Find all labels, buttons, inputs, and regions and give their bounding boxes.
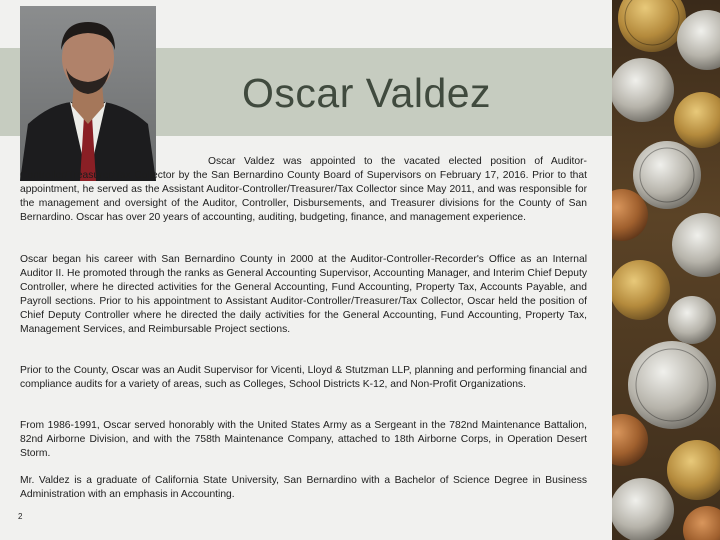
bio-paragraph-appointment: Oscar Valdez was appointed to the vacated elected position of Auditor-Controller/Treasurer/Tax Collector by the San Bernardino County Board of Supervisors on February 17, 2016. Prior to that appointment, he served as the Assistant Auditor-Controller/Treasurer/Tax Collector since May 2011, and was responsible for the management and oversight of the Auditor, Controller, Disbursements, and Treasurer divisions for the County of San Bernardino. Oscar has over 20 years of accounting, auditing, budgeting, finance, and management experience. bbox=[20, 156, 587, 223]
bio-paragraph-education: Mr. Valdez is a graduate of California State University, San Bernardino with a Bachelor of Science Degree in Business Administration with an emphasis in Accounting. bbox=[20, 475, 587, 500]
page-title: Oscar Valdez bbox=[242, 70, 492, 116]
coins-decorative-image bbox=[612, 0, 720, 540]
bio-paragraph-military: From 1986-1991, Oscar served honorably with the United States Army as a Sergeant in the 782nd Maintenance Battalion, 82nd Airborne Division, and with the 758th Maintenance Company, attached to 18th Airborne Corps, in Operation Desert Storm. bbox=[20, 420, 587, 459]
bio-paragraph-prior: Prior to the County, Oscar was an Audit Supervisor for Vicenti, Lloyd & Stutzman LLP, planning and performing financial and compliance audits for a variety of areas, such as Colleges, School Districts K-12, and Non-Profit Organizations. bbox=[20, 365, 587, 390]
page-number: 2 bbox=[18, 512, 23, 521]
bio-paragraph-career: Oscar began his career with San Bernardino County in 2000 at the Auditor-Controller-Recorder's Office as an Internal Auditor II. He promoted through the ranks as General Accounting Supervisor, Accounting Manager, and Interim Chief Deputy Controller, where he directed activities for the General Accounting, Fund Accounting, Property Tax, Accounts Payable, and Payroll sections. Prior to his appointment to Assistant Auditor-Controller/Treasurer/Tax Collector, Oscar held the position of Chief Deputy Controller where he directed the daily activities for the General Accounting, Fund Accounting, Property Tax, Management Services, and Reimbursable Project sections. bbox=[20, 254, 587, 335]
